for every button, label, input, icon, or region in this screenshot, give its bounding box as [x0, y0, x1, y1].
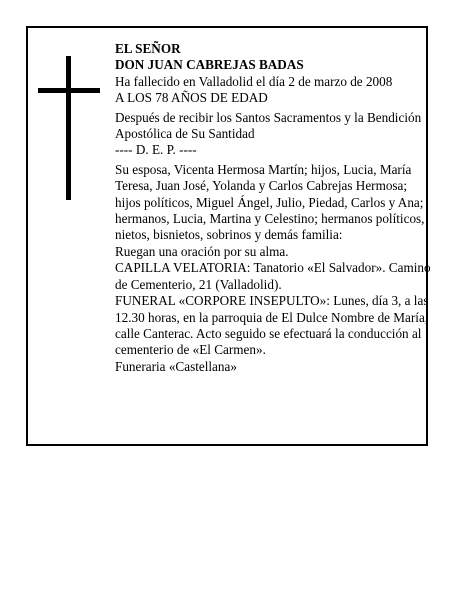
notice-text	[115, 41, 433, 375]
funeral-info: FUNERAL «CORPORE INSEPULTO»: Lunes, día 3, a las 12.30 horas, en la parroquia de El Dulce Nombre de María, calle Canterac. Acto seguido se efectuará la conducción al cementerio de «El Carmen».	[115, 293, 429, 358]
cross-horizontal-bar	[38, 88, 100, 93]
cross-vertical-bar	[66, 56, 71, 200]
age-statement: A LOS 78 AÑOS DE EDAD	[115, 90, 268, 106]
funeral-home: Funeraria «Castellana»	[115, 358, 237, 374]
obituary-notice	[26, 26, 431, 446]
chapel-info: CAPILLA VELATORIA: Tanatorio «El Salvador». Camino de Cementerio, 21 (Valladolid).	[115, 260, 431, 292]
deceased-name: DON JUAN CABREJAS BADAS	[115, 57, 304, 73]
death-statement: Ha fallecido en Valladolid el día 2 de marzo de 2008	[115, 73, 393, 89]
prayer-request: Ruegan una oración por su alma.	[115, 243, 289, 259]
notice-title: EL SEÑOR	[115, 41, 181, 56]
cross-icon	[38, 56, 100, 200]
dep-line: ---- D. E. P. ----	[115, 142, 197, 158]
family-list: Su esposa, Vicenta Hermosa Martín; hijos, Lucia, María Teresa, Juan José, Yolanda y Carlos Cabrejas Hermosa; hijos políticos, Miguel Ángel, Julio, Piedad, Carlos y Ana; hermanos, Lucia, Martina y Celestino; hermanos políticos, nietos, bisnietos, sobrinos y demás familia:	[115, 161, 425, 243]
sacraments-statement: Después de recibir los Santos Sacramentos y la Bendición Apostólica de Su Santidad	[115, 109, 422, 142]
